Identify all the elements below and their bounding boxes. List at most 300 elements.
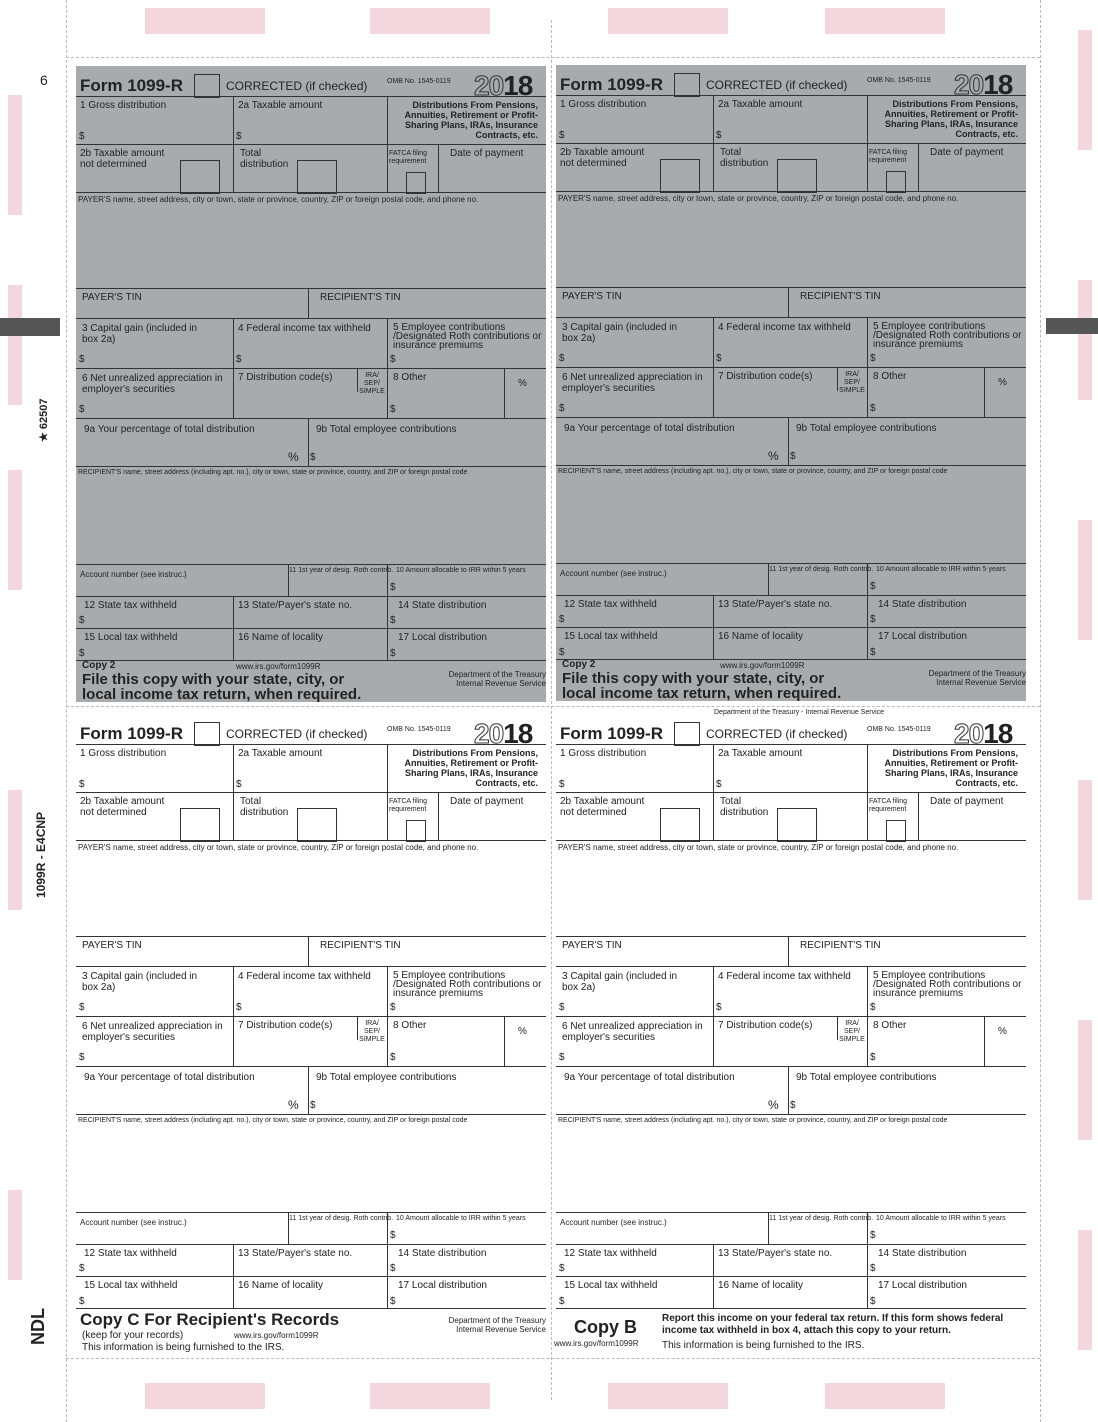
box14-label: 14 State distribution <box>398 600 487 611</box>
dollar-sign: $ <box>390 404 396 415</box>
box14-label: 14 State distribution <box>398 1248 487 1259</box>
dollar-sign: $ <box>790 451 796 462</box>
ira-sep-simple-label: IRA/ SEP/ SIMPLE <box>839 1020 865 1043</box>
box10-label: 10 Amount allocable to IRR within 5 years <box>876 1215 1006 1222</box>
box12-label: 12 State tax withheld <box>84 1248 177 1259</box>
form-rule <box>76 1308 546 1309</box>
form-rule <box>556 367 1026 368</box>
box8-percent: % <box>998 1026 1007 1037</box>
copy-b-title: Copy B <box>574 1317 637 1337</box>
form-rule <box>788 287 789 317</box>
form-rule <box>556 792 1026 793</box>
form-rule <box>76 288 546 289</box>
perforation-strip <box>8 470 22 590</box>
corrected-checkbox[interactable] <box>194 74 220 98</box>
form-rule <box>76 1066 546 1067</box>
product-code: 1099R - E4CNP <box>34 811 48 898</box>
form-rule <box>918 792 919 840</box>
form-rule <box>867 1016 868 1066</box>
box15-label: 15 Local tax withheld <box>564 1280 658 1291</box>
form-rule <box>867 1212 868 1244</box>
date-of-payment-label: Date of payment <box>450 796 524 807</box>
dollar-sign: $ <box>716 779 722 790</box>
form-rule <box>233 1016 234 1066</box>
box9a-percent: % <box>288 450 299 464</box>
form-rule <box>308 288 309 318</box>
fatca-checkbox[interactable] <box>406 820 426 842</box>
form-rule <box>556 936 1026 937</box>
form-rule <box>788 936 789 966</box>
box13-label: 13 State/Payer's state no. <box>718 599 833 610</box>
dollar-sign: $ <box>79 404 85 415</box>
box2a-label: 2a Taxable amount <box>238 100 323 111</box>
form-rule <box>387 1212 388 1244</box>
box9a-label: 9a Your percentage of total distribution <box>84 424 255 435</box>
payer-tin-label: PAYER'S TIN <box>82 940 142 951</box>
form-name: Form 1099-R <box>560 75 663 94</box>
form-rule <box>788 1066 789 1114</box>
form-rule <box>556 595 1026 596</box>
copy2-url: www.irs.gov/form1099R <box>236 662 321 671</box>
form-rule <box>387 368 388 418</box>
form-rule <box>556 627 1026 628</box>
form-copy-c <box>76 714 546 1353</box>
box13-label: 13 State/Payer's state no. <box>238 600 353 611</box>
perforation-strip <box>1078 520 1092 640</box>
perforation-line <box>551 20 552 1400</box>
total-distribution-label: Total distribution <box>720 796 769 818</box>
form-rule <box>233 966 234 1016</box>
box16-label: 16 Name of locality <box>238 632 324 643</box>
perforation-line <box>66 57 1040 58</box>
fatca-label: FATCA filing requirement <box>389 150 427 165</box>
dollar-sign: $ <box>390 648 396 659</box>
box13-label: 13 State/Payer's state no. <box>238 1248 353 1259</box>
form-rule <box>556 744 1026 745</box>
corrected-label: CORRECTED (if checked) <box>706 727 848 741</box>
box6-label: 6 Net unrealized appreciation in employer's securities <box>82 1021 223 1043</box>
form-rule <box>233 792 234 840</box>
box1-label: 1 Gross distribution <box>80 748 167 759</box>
form-rule <box>76 96 546 97</box>
fatca-checkbox[interactable] <box>886 820 906 842</box>
box8-percent: % <box>518 1026 527 1037</box>
form-rule <box>76 660 546 661</box>
form-rule <box>556 417 1026 418</box>
box10-label: 10 Amount allocable to IRR within 5 years <box>396 1215 526 1222</box>
omb-number: OMB No. 1545-0119 <box>387 78 451 85</box>
omb-number: OMB No. 1545-0119 <box>867 77 931 84</box>
form-rule <box>713 966 714 1016</box>
form-rule <box>76 1276 546 1277</box>
form-rule <box>308 1066 309 1114</box>
perforation-strip <box>608 8 728 34</box>
dollar-sign: $ <box>79 1296 85 1307</box>
dollar-sign: $ <box>390 1296 396 1307</box>
dollar-sign: $ <box>870 614 876 625</box>
box2b-checkbox[interactable] <box>180 808 220 842</box>
perforation-strip <box>370 8 490 34</box>
box3-label: 3 Capital gain (included in box 2a) <box>82 971 198 993</box>
box2b-label: 2b Taxable amount not determined <box>80 796 165 818</box>
box15-label: 15 Local tax withheld <box>84 632 178 643</box>
perforation-strip <box>8 95 22 215</box>
dollar-sign: $ <box>870 647 876 658</box>
box11-label: 11 1st year of desig. Roth contrib. <box>769 566 874 573</box>
form-rule <box>233 96 234 144</box>
form-rule <box>837 367 838 391</box>
fatca-label: FATCA filing requirement <box>869 798 907 813</box>
box6-label: 6 Net unrealized appreciation in employer's securities <box>562 1021 703 1043</box>
box10-label: 10 Amount allocable to IRR within 5 years <box>396 567 526 574</box>
perforation-strip <box>825 1383 945 1409</box>
dollar-sign: $ <box>559 1263 565 1274</box>
box12-label: 12 State tax withheld <box>564 599 657 610</box>
box14-label: 14 State distribution <box>878 1248 967 1259</box>
fatca-checkbox[interactable] <box>406 172 426 194</box>
dollar-sign: $ <box>870 1002 876 1013</box>
brand-mark: NDL <box>28 1308 48 1345</box>
form-rule <box>713 744 714 792</box>
box7-label: 7 Distribution code(s) <box>238 372 333 383</box>
perforation-strip <box>1078 780 1092 900</box>
dollar-sign: $ <box>559 1002 565 1013</box>
form-rule <box>387 318 388 368</box>
total-distribution-checkbox[interactable] <box>297 160 337 194</box>
box9a-percent: % <box>768 449 779 463</box>
recipient-tin-label: RECIPIENT'S TIN <box>800 940 881 951</box>
payer-name-label: PAYER'S name, street address, city or town, state or province, country, ZIP or foreign postal code, and phone no. <box>78 195 479 204</box>
corrected-checkbox[interactable] <box>674 722 700 746</box>
box9a-label: 9a Your percentage of total distribution <box>564 1072 735 1083</box>
recipient-name-label: RECIPIENT'S name, street address (including apt. no.), city or town, state or province, country, and ZIP or foreign postal code <box>78 469 468 476</box>
form-rule <box>556 1276 1026 1277</box>
form-rule <box>788 417 789 465</box>
form-rule <box>76 466 546 467</box>
perforation-strip <box>1078 280 1092 400</box>
ira-sep-simple-label: IRA/ SEP/ SIMPLE <box>359 372 385 395</box>
box8-label: 8 Other <box>873 371 907 382</box>
total-distribution-checkbox[interactable] <box>777 159 817 193</box>
box16-label: 16 Name of locality <box>238 1280 324 1291</box>
box4-label: 4 Federal income tax withheld <box>238 323 371 334</box>
total-distribution-checkbox[interactable] <box>297 808 337 842</box>
copy-c-url: www.irs.gov/form1099R <box>234 1331 319 1340</box>
dollar-sign: $ <box>559 614 565 625</box>
form-rule <box>76 1016 546 1017</box>
dollar-sign: $ <box>870 353 876 364</box>
dollar-sign: $ <box>79 131 85 142</box>
form-rule <box>308 418 309 466</box>
form-rule <box>556 143 1026 144</box>
box9a-percent: % <box>288 1098 299 1112</box>
form-rule <box>867 744 868 792</box>
dollar-sign: $ <box>236 354 242 365</box>
copy2-text: File this copy with your state, city, or local income tax return, when required. <box>562 670 842 702</box>
dollar-sign: $ <box>236 131 242 142</box>
box7-label: 7 Distribution code(s) <box>718 371 813 382</box>
box4-label: 4 Federal income tax withheld <box>718 322 851 333</box>
account-number-label: Account number (see instruc.) <box>560 569 667 578</box>
dollar-sign: $ <box>559 1052 565 1063</box>
box4-label: 4 Federal income tax withheld <box>718 971 851 982</box>
box9a-label: 9a Your percentage of total distribution <box>564 423 735 434</box>
perforation-line <box>66 706 1040 707</box>
dollar-sign: $ <box>716 353 722 364</box>
form-rule <box>76 628 546 629</box>
form-rule <box>76 936 546 937</box>
box6-label: 6 Net unrealized appreciation in employer's securities <box>562 372 703 394</box>
recipient-name-label: RECIPIENT'S name, street address (including apt. no.), city or town, state or province, country, and ZIP or foreign postal code <box>558 1117 948 1124</box>
perforation-strip <box>145 8 265 34</box>
account-number-label: Account number (see instruc.) <box>560 1218 667 1227</box>
dollar-sign: $ <box>310 452 316 463</box>
box9b-label: 9b Total employee contributions <box>796 1072 937 1083</box>
corrected-label: CORRECTED (if checked) <box>226 79 368 93</box>
form-rule <box>867 317 868 367</box>
form-rule <box>233 744 234 792</box>
date-of-payment-label: Date of payment <box>930 796 1004 807</box>
box6-label: 6 Net unrealized appreciation in employer's securities <box>82 373 223 395</box>
account-number-label: Account number (see instruc.) <box>80 570 187 579</box>
form-rule <box>387 966 388 1016</box>
box3-label: 3 Capital gain (included in box 2a) <box>562 971 678 993</box>
form-rule <box>76 596 546 597</box>
dollar-sign: $ <box>390 1002 396 1013</box>
form-rule <box>713 792 714 840</box>
box3-label: 3 Capital gain (included in box 2a) <box>82 323 198 345</box>
form-rule <box>308 936 309 966</box>
form-rule <box>76 318 546 319</box>
total-distribution-checkbox[interactable] <box>777 808 817 842</box>
tax-year: 2018 <box>474 70 533 101</box>
dollar-sign: $ <box>870 403 876 414</box>
dollar-sign: $ <box>79 1052 85 1063</box>
form-rule <box>713 317 714 367</box>
box2b-label: 2b Taxable amount not determined <box>80 148 165 170</box>
ira-sep-simple-label: IRA/ SEP/ SIMPLE <box>839 371 865 394</box>
perforation-strip <box>1078 1230 1092 1350</box>
payer-tin-label: PAYER'S TIN <box>562 940 622 951</box>
form-rule <box>387 564 388 596</box>
form-rule <box>867 966 868 1016</box>
dollar-sign: $ <box>79 1263 85 1274</box>
perforation-strip <box>145 1383 265 1409</box>
dollar-sign: $ <box>870 581 876 592</box>
box17-label: 17 Local distribution <box>398 1280 487 1291</box>
form-rule <box>387 792 388 840</box>
payer-name-label: PAYER'S name, street address, city or town, state or province, country, ZIP or foreign postal code, and phone no. <box>558 843 959 852</box>
form-rule <box>76 1244 546 1245</box>
form-rule <box>837 1016 838 1040</box>
perforation-strip <box>8 790 22 910</box>
copy-c-info: This information is being furnished to the IRS. <box>82 1342 285 1353</box>
box2a-label: 2a Taxable amount <box>718 99 803 110</box>
dollar-sign: $ <box>79 354 85 365</box>
total-distribution-label: Total distribution <box>720 147 769 169</box>
form-rule <box>984 1016 985 1066</box>
box11-label: 11 1st year of desig. Roth contrib. <box>289 1215 394 1222</box>
form-rule <box>556 563 1026 564</box>
recipient-name-label: RECIPIENT'S name, street address (including apt. no.), city or town, state or province, country, and ZIP or foreign postal code <box>78 1117 468 1124</box>
form-rule <box>556 1244 1026 1245</box>
distributions-title: Distributions From Pensions, Annuities, Retirement or Profit-Sharing Plans, IRAs, Insurance Contracts, etc. <box>884 99 1018 139</box>
form-rule <box>357 1016 358 1040</box>
box16-label: 16 Name of locality <box>718 1280 804 1291</box>
copy-b-url: www.irs.gov/form1099R <box>554 1339 639 1348</box>
perforation-line <box>66 0 67 1422</box>
box5-label: 5 Employee contributions /Designated Roth contributions or insurance premiums <box>873 970 1022 999</box>
box12-label: 12 State tax withheld <box>84 600 177 611</box>
ira-sep-simple-label: IRA/ SEP/ SIMPLE <box>359 1020 385 1043</box>
box5-label: 5 Employee contributions /Designated Roth contributions or insurance premiums <box>873 321 1022 350</box>
box8-label: 8 Other <box>873 1020 907 1031</box>
copy2-title: Copy 2 <box>82 660 116 671</box>
dollar-sign: $ <box>390 1230 396 1241</box>
form-rule <box>867 563 868 595</box>
dollar-sign: $ <box>559 403 565 414</box>
box9b-label: 9b Total employee contributions <box>316 1072 457 1083</box>
form-rule <box>387 1016 388 1066</box>
form-name: Form 1099-R <box>80 724 183 743</box>
omb-number: OMB No. 1545-0119 <box>867 726 931 733</box>
form-rule <box>556 1308 1026 1309</box>
form-rule <box>867 143 868 191</box>
perforation-strip <box>608 1383 728 1409</box>
form-rule <box>713 367 714 417</box>
box2b-label: 2b Taxable amount not determined <box>560 147 645 169</box>
dollar-sign: $ <box>390 615 396 626</box>
payer-name-label: PAYER'S name, street address, city or town, state or province, country, ZIP or foreign postal code, and phone no. <box>78 843 479 852</box>
form-rule <box>504 368 505 418</box>
form-rule <box>76 564 546 565</box>
box8-label: 8 Other <box>393 372 427 383</box>
total-distribution-label: Total distribution <box>240 148 289 170</box>
form-rule <box>867 95 868 143</box>
box1-label: 1 Gross distribution <box>560 748 647 759</box>
box14-label: 14 State distribution <box>878 599 967 610</box>
perforation-strip <box>8 1190 22 1280</box>
form-rule <box>713 1016 714 1066</box>
box9b-label: 9b Total employee contributions <box>316 424 457 435</box>
dollar-sign: $ <box>79 615 85 626</box>
corrected-label: CORRECTED (if checked) <box>226 727 368 741</box>
copy2-url: www.irs.gov/form1099R <box>720 661 805 670</box>
dollar-sign: $ <box>559 130 565 141</box>
box11-label: 11 1st year of desig. Roth contrib. <box>769 1215 874 1222</box>
box8-percent: % <box>998 377 1007 388</box>
dollar-sign: $ <box>559 647 565 658</box>
form-rule <box>556 1212 1026 1213</box>
box17-label: 17 Local distribution <box>878 631 967 642</box>
recipient-tin-label: RECIPIENT'S TIN <box>320 292 401 303</box>
form-rule <box>556 1066 1026 1067</box>
box1-label: 1 Gross distribution <box>560 99 647 110</box>
form-copy-b <box>556 714 1026 1350</box>
dollar-sign: $ <box>559 779 565 790</box>
box12-label: 12 State tax withheld <box>564 1248 657 1259</box>
form-rule <box>556 287 1026 288</box>
dollar-sign: $ <box>790 1100 796 1111</box>
form-rule <box>76 966 546 967</box>
box2a-label: 2a Taxable amount <box>718 748 803 759</box>
department-label: Department of the Treasury Internal Revenue Service <box>928 669 1026 687</box>
form-rule <box>76 1212 546 1213</box>
dollar-sign: $ <box>716 130 722 141</box>
dollar-sign: $ <box>390 582 396 593</box>
tax-year: 2018 <box>954 69 1013 100</box>
box9b-label: 9b Total employee contributions <box>796 423 937 434</box>
box13-label: 13 State/Payer's state no. <box>718 1248 833 1259</box>
payer-tin-label: PAYER'S TIN <box>562 291 622 302</box>
box4-label: 4 Federal income tax withheld <box>238 971 371 982</box>
payer-tin-label: PAYER'S TIN <box>82 292 142 303</box>
recipient-tin-label: RECIPIENT'S TIN <box>800 291 881 302</box>
copy-b-info: This information is being furnished to the IRS. <box>662 1340 865 1351</box>
box5-label: 5 Employee contributions /Designated Roth contributions or insurance premiums <box>393 322 542 351</box>
recipient-name-label: RECIPIENT'S name, street address (including apt. no.), city or town, state or province, country, and ZIP or foreign postal code <box>558 468 948 475</box>
form-rule <box>387 144 388 192</box>
form-rule <box>556 840 1026 841</box>
form-rule <box>556 1114 1026 1115</box>
box15-label: 15 Local tax withheld <box>84 1280 178 1291</box>
box2b-checkbox[interactable] <box>660 808 700 842</box>
box16-label: 16 Name of locality <box>718 631 804 642</box>
box9a-label: 9a Your percentage of total distribution <box>84 1072 255 1083</box>
payer-name-label: PAYER'S name, street address, city or town, state or province, country, ZIP or foreign postal code, and phone no. <box>558 194 959 203</box>
distributions-title: Distributions From Pensions, Annuities, Retirement or Profit-Sharing Plans, IRAs, Insurance Contracts, etc. <box>404 100 538 140</box>
dollar-sign: $ <box>390 1263 396 1274</box>
fatca-label: FATCA filing requirement <box>389 798 427 813</box>
fatca-checkbox[interactable] <box>886 171 906 193</box>
form-rule <box>556 95 1026 96</box>
form-rule <box>867 367 868 417</box>
form-rule <box>556 191 1026 192</box>
form-rule <box>233 368 234 418</box>
star-code: ★ 62507 <box>38 398 50 442</box>
corrected-checkbox[interactable] <box>194 722 220 746</box>
box17-label: 17 Local distribution <box>878 1280 967 1291</box>
form-rule <box>984 367 985 417</box>
dollar-sign: $ <box>236 1002 242 1013</box>
dollar-sign: $ <box>716 1002 722 1013</box>
box2b-checkbox[interactable] <box>660 159 700 193</box>
box3-label: 3 Capital gain (included in box 2a) <box>562 322 678 344</box>
dollar-sign: $ <box>390 354 396 365</box>
corrected-checkbox[interactable] <box>674 73 700 97</box>
dollar-sign: $ <box>79 779 85 790</box>
dollar-sign: $ <box>79 1002 85 1013</box>
form-rule <box>713 95 714 143</box>
dollar-sign: $ <box>870 1296 876 1307</box>
top-note: Department of the Treasury - Internal Revenue Service <box>714 709 885 716</box>
box2b-checkbox[interactable] <box>180 160 220 194</box>
total-distribution-label: Total distribution <box>240 796 289 818</box>
perforation-strip <box>825 8 945 34</box>
perforation-line <box>1040 0 1041 1422</box>
form-rule <box>918 143 919 191</box>
box7-label: 7 Distribution code(s) <box>718 1020 813 1031</box>
box1-label: 1 Gross distribution <box>80 100 167 111</box>
copy2-text: File this copy with your state, city, or local income tax return, when required. <box>82 671 362 703</box>
dollar-sign: $ <box>390 1052 396 1063</box>
recipient-tin-label: RECIPIENT'S TIN <box>320 940 401 951</box>
form-rule <box>556 659 1026 660</box>
perforation-strip <box>370 1383 490 1409</box>
dollar-sign: $ <box>870 1230 876 1241</box>
box8-label: 8 Other <box>393 1020 427 1031</box>
form-rule <box>438 792 439 840</box>
